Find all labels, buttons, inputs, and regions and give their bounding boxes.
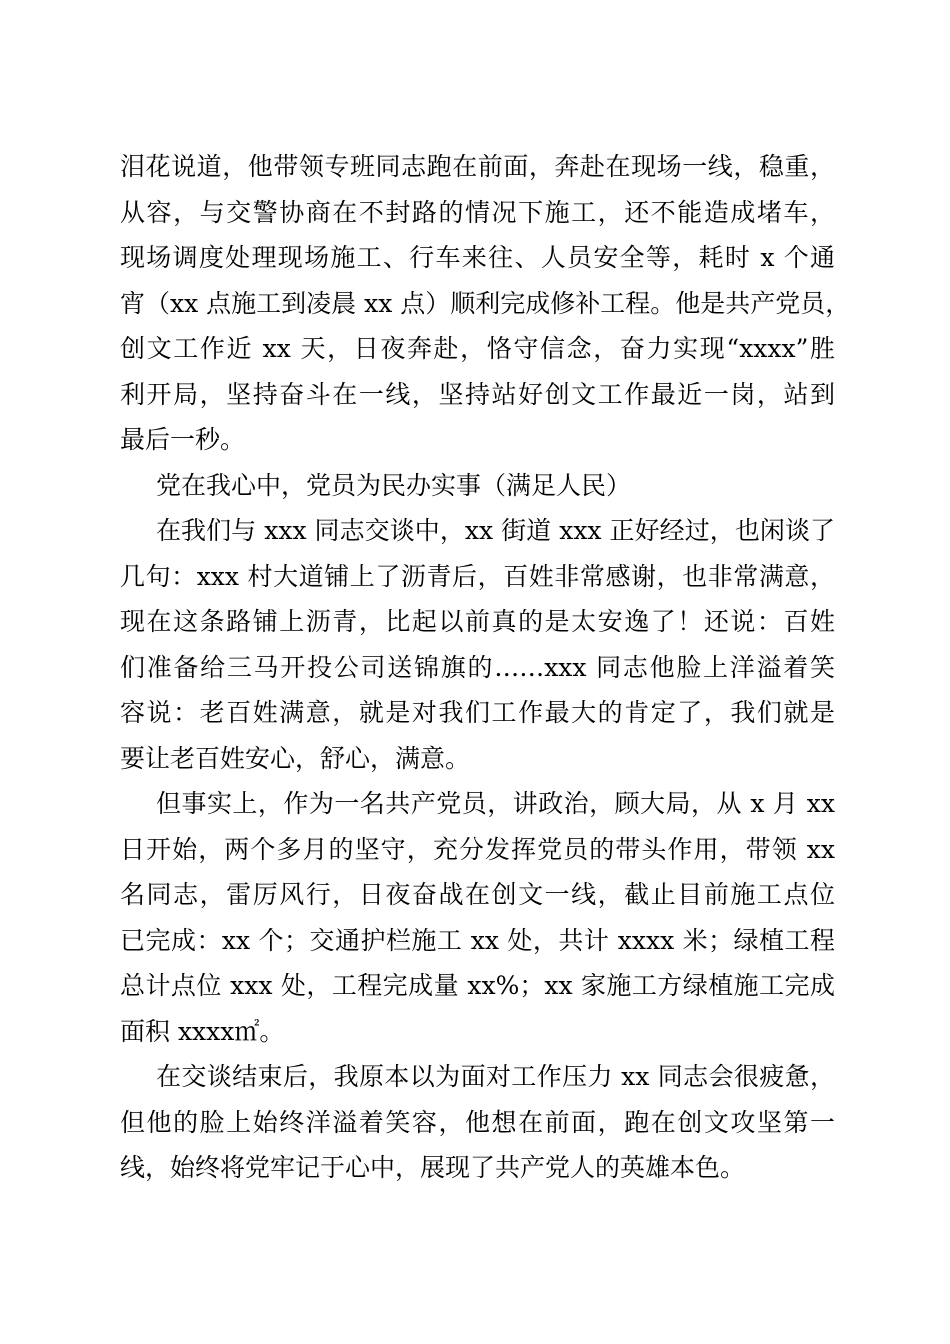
- document-body: [120, 144, 851, 1191]
- text-line: 最后一秒。: [120, 425, 246, 454]
- text-line: 面积 xxxx㎡。: [120, 1016, 285, 1046]
- text-line: 泪花说道，他带领专班同志跑在前面，奔赴在现场一线，稳重，: [120, 152, 835, 181]
- paragraph-3: [120, 508, 835, 781]
- text-line: 总计点位 xxx 处，工程完成量 xx%；xx 家施工方绿植施工完成: [120, 971, 835, 1000]
- heading-line: 党在我心中，党员为民办实事（满足人民）: [156, 470, 632, 500]
- text-line: 创文工作近 xx 天，日夜奔赴，恪守信念，奋力实现“xxxx”胜: [120, 334, 835, 363]
- text-line: 现在这条路铺上沥青，比起以前真的是太安逸了！还说：百姓: [120, 607, 835, 636]
- text-line: 容说：老百姓满意，就是对我们工作最大的肯定了，我们就是: [120, 698, 835, 727]
- text-line: 从容，与交警协商在不封路的情况下施工，还不能造成堵车，: [120, 197, 835, 227]
- section-heading: [120, 463, 835, 509]
- paragraph-1: [120, 144, 851, 463]
- text-line: 要让老百姓安心，舒心，满意。: [120, 743, 471, 773]
- text-line: 线，始终将党牢记于心中，展现了共产党人的英雄本色。: [120, 1153, 746, 1182]
- text-line: 现场调度处理现场施工、行车来往、人员安全等，耗时 x 个通: [120, 243, 835, 272]
- text-line: 日开始，两个多月的坚守，充分发挥党员的带头作用，带领 xx: [120, 834, 835, 864]
- paragraph-4: [120, 781, 835, 1054]
- text-line: 但他的脸上始终洋溢着笑容，他想在前面，跑在创文攻坚第一: [120, 1107, 835, 1137]
- text-line: 但事实上，作为一名共产党员，讲政治，顾大局，从 x 月 xx: [156, 789, 835, 818]
- text-line: 们准备给三马开投公司送锦旗的……xxx 同志他脸上洋溢着笑: [120, 652, 835, 682]
- text-line: 几句：xxx 村大道铺上了沥青后，百姓非常感谢，也非常满意，: [120, 561, 835, 591]
- text-line: 宵（xx 点施工到凌晨 xx 点）顺利完成修补工程。他是共产党员，: [120, 288, 851, 318]
- text-line: 在我们与 xxx 同志交谈中，xx 街道 xxx 正好经过，也闲谈了: [156, 516, 835, 545]
- text-line: 已完成：xx 个；交通护栏施工 xx 处，共计 xxxx 米；绿植工程: [120, 925, 835, 955]
- text-line: 名同志，雷厉风行，日夜奋战在创文一线，截止目前施工点位: [120, 880, 835, 909]
- paragraph-5: [120, 1054, 835, 1191]
- text-line: 在交谈结束后，我原本以为面对工作压力 xx 同志会很疲惫，: [156, 1062, 835, 1091]
- text-line: 利开局，坚持奋斗在一线，坚持站好创文工作最近一岗，站到: [120, 379, 835, 409]
